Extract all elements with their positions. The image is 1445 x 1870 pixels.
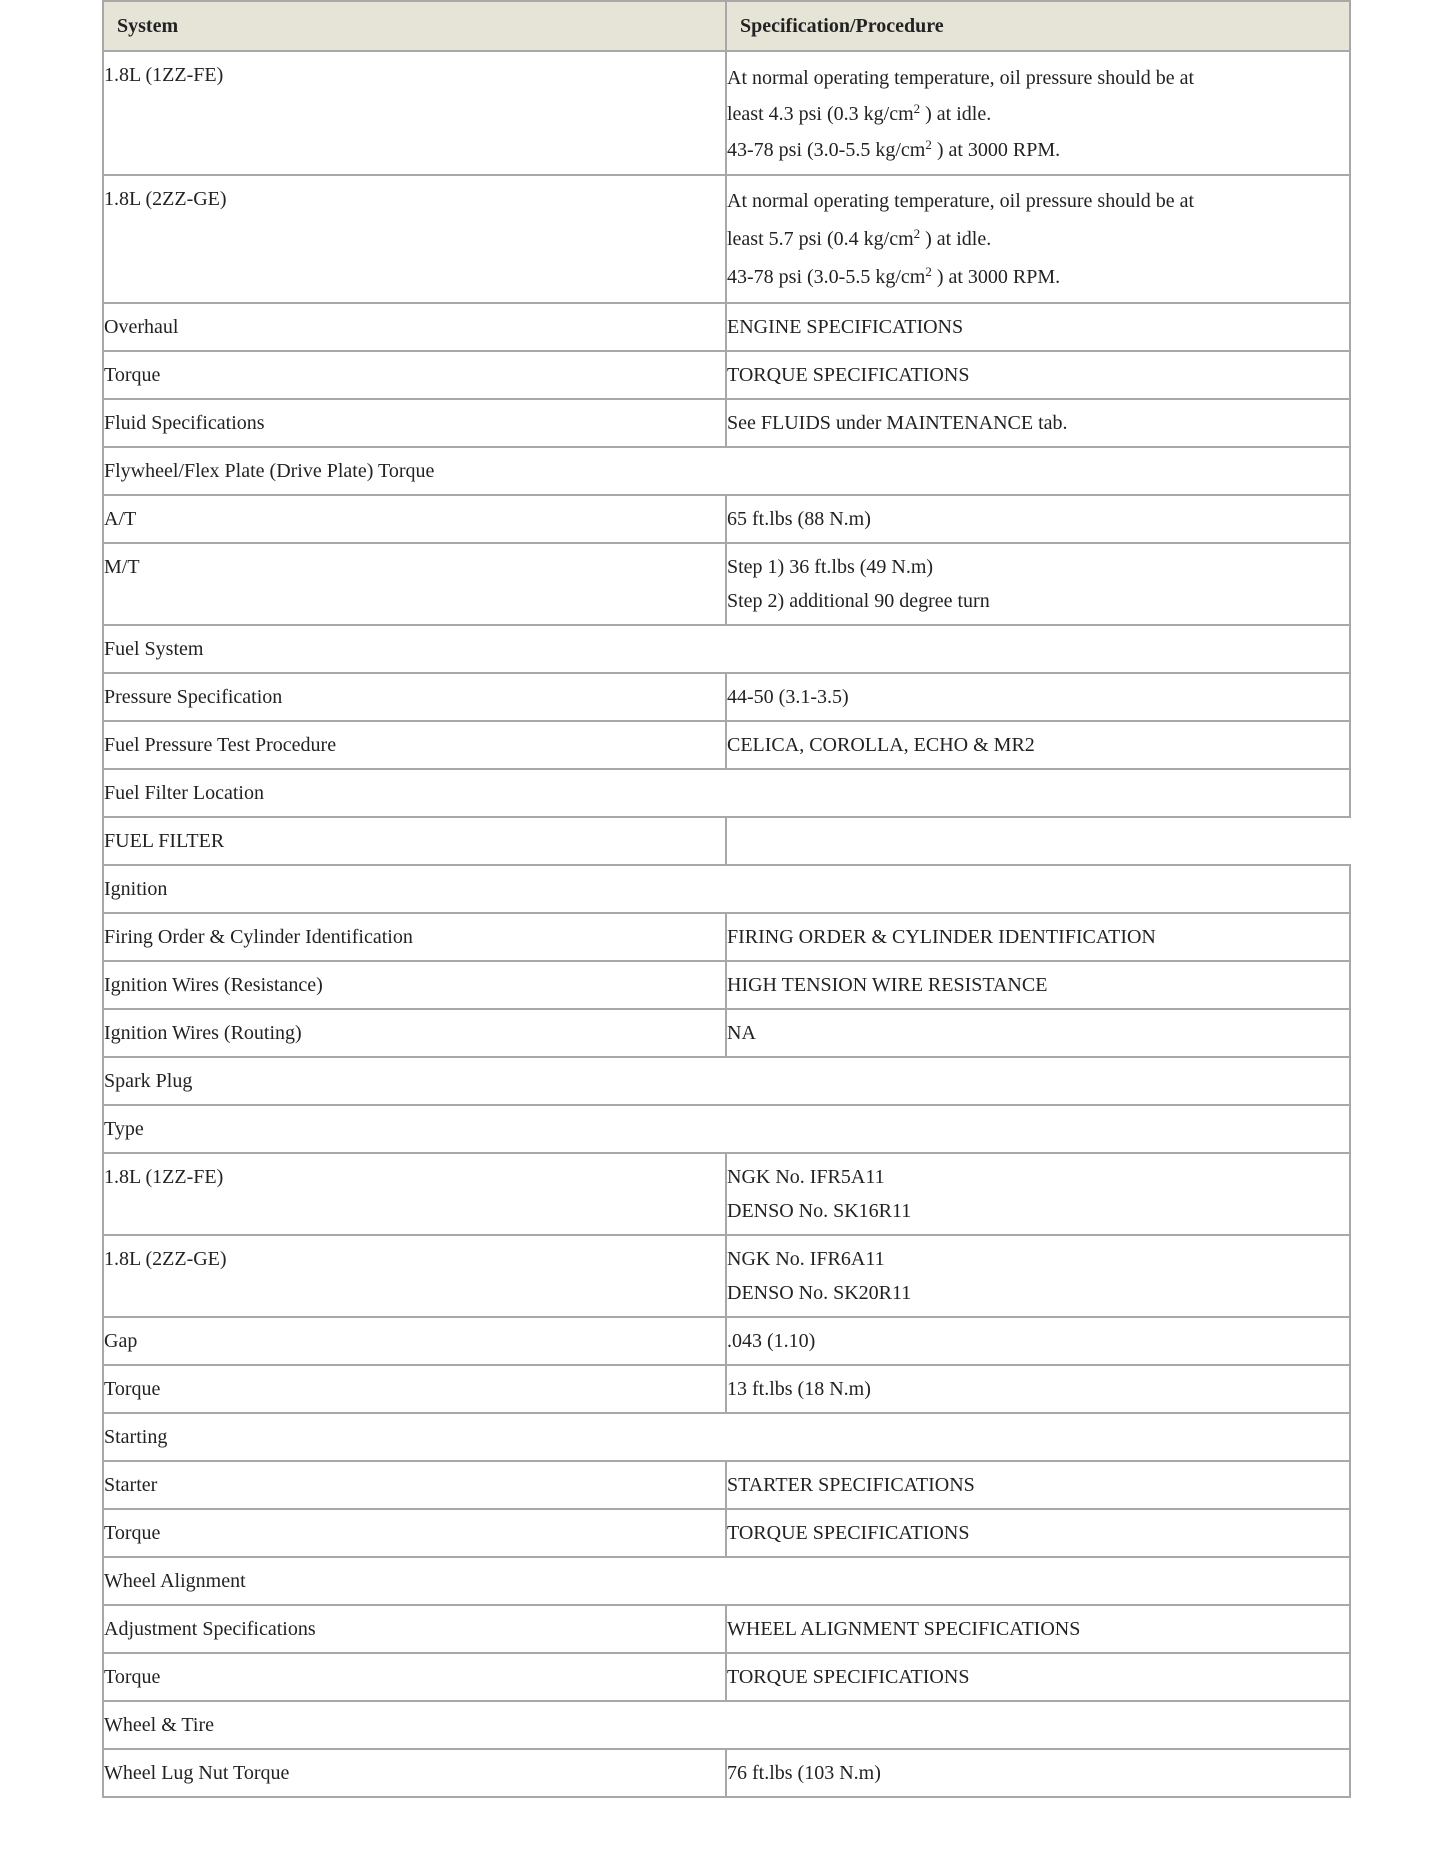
- section-heading: Spark Plug: [103, 1057, 1350, 1105]
- row-label: Wheel Lug Nut Torque: [103, 1749, 726, 1797]
- table-row: [103, 721, 1350, 769]
- row-value-empty: [726, 817, 1350, 865]
- superscript: 2: [925, 264, 932, 279]
- section-row: [103, 769, 1350, 817]
- row-label: Firing Order & Cylinder Identification: [103, 913, 726, 961]
- row-label: Adjustment Specifications: [103, 1605, 726, 1653]
- table-row: [103, 817, 1350, 865]
- row-value: FIRING ORDER & CYLINDER IDENTIFICATION: [726, 913, 1350, 961]
- section-row: [103, 1701, 1350, 1749]
- row-value: WHEEL ALIGNMENT SPECIFICATIONS: [726, 1605, 1350, 1653]
- table-row: [103, 495, 1350, 543]
- section-row: [103, 625, 1350, 673]
- row-label: 1.8L (1ZZ-FE): [103, 51, 726, 175]
- row-label: Starter: [103, 1461, 726, 1509]
- column-header-spec: Specification/Procedure: [726, 1, 1350, 51]
- section-row: [103, 865, 1350, 913]
- section-heading: Wheel Alignment: [103, 1557, 1350, 1605]
- row-label: 1.8L (2ZZ-GE): [103, 1235, 726, 1317]
- row-value: 65 ft.lbs (88 N.m): [726, 495, 1350, 543]
- section-heading: Ignition: [103, 865, 1350, 913]
- row-value: TORQUE SPECIFICATIONS: [726, 1653, 1350, 1701]
- section-row: [103, 1057, 1350, 1105]
- value-line: 43-78 psi (3.0-5.5 kg/cm: [727, 266, 926, 288]
- row-label: 1.8L (2ZZ-GE): [103, 175, 726, 303]
- table-row: [103, 1317, 1350, 1365]
- row-value: NA: [726, 1009, 1350, 1057]
- row-label: Overhaul: [103, 303, 726, 351]
- table-row: [103, 1365, 1350, 1413]
- value-line: NGK No. IFR5A11: [727, 1166, 885, 1188]
- table-header-row: [103, 1, 1350, 51]
- specifications-table: [102, 0, 1351, 1798]
- table-row: [103, 1653, 1350, 1701]
- row-value: [726, 1235, 1350, 1317]
- superscript: 2: [925, 137, 932, 152]
- value-line: ) at 3000 RPM.: [931, 139, 1061, 161]
- row-value: STARTER SPECIFICATIONS: [726, 1461, 1350, 1509]
- row-value: [726, 51, 1350, 175]
- table-row: [103, 543, 1350, 625]
- table-row: [103, 399, 1350, 447]
- section-heading: Fuel Filter Location: [103, 769, 1350, 817]
- row-value: TORQUE SPECIFICATIONS: [726, 1509, 1350, 1557]
- table-row: [103, 1461, 1350, 1509]
- value-line: NGK No. IFR6A11: [727, 1248, 885, 1270]
- column-header-system: System: [103, 1, 726, 51]
- row-value: See FLUIDS under MAINTENANCE tab.: [726, 399, 1350, 447]
- row-label: Fluid Specifications: [103, 399, 726, 447]
- row-label: Fuel Pressure Test Procedure: [103, 721, 726, 769]
- table-row: [103, 1235, 1350, 1317]
- value-line: least 5.7 psi (0.4 kg/cm: [727, 228, 914, 250]
- table-row: [103, 961, 1350, 1009]
- table-row: [103, 303, 1350, 351]
- row-label: Ignition Wires (Routing): [103, 1009, 726, 1057]
- value-line: DENSO No. SK20R11: [727, 1282, 912, 1304]
- row-label: Torque: [103, 1653, 726, 1701]
- value-line: ) at 3000 RPM.: [931, 266, 1061, 288]
- section-row: [103, 1105, 1350, 1153]
- value-line: DENSO No. SK16R11: [727, 1200, 912, 1222]
- value-line: At normal operating temperature, oil pressure should be at: [727, 67, 1195, 89]
- table-row: [103, 1009, 1350, 1057]
- value-line: ) at idle.: [920, 228, 992, 250]
- section-row: [103, 1413, 1350, 1461]
- row-value: .043 (1.10): [726, 1317, 1350, 1365]
- table-row: [103, 1509, 1350, 1557]
- row-label: Torque: [103, 351, 726, 399]
- row-value: TORQUE SPECIFICATIONS: [726, 351, 1350, 399]
- row-label: A/T: [103, 495, 726, 543]
- table-row: [103, 1605, 1350, 1653]
- row-value: [726, 543, 1350, 625]
- row-label: M/T: [103, 543, 726, 625]
- row-label: Torque: [103, 1365, 726, 1413]
- table-row: [103, 1749, 1350, 1797]
- section-heading: Starting: [103, 1413, 1350, 1461]
- value-line: ) at idle.: [920, 103, 992, 125]
- row-label: 1.8L (1ZZ-FE): [103, 1153, 726, 1235]
- section-heading: Fuel System: [103, 625, 1350, 673]
- row-value: 76 ft.lbs (103 N.m): [726, 1749, 1350, 1797]
- table-row: [103, 175, 1350, 303]
- section-row: [103, 447, 1350, 495]
- row-value: 13 ft.lbs (18 N.m): [726, 1365, 1350, 1413]
- section-row: [103, 1557, 1350, 1605]
- row-label: FUEL FILTER: [103, 817, 726, 865]
- row-value: ENGINE SPECIFICATIONS: [726, 303, 1350, 351]
- table-row: [103, 673, 1350, 721]
- section-heading: Flywheel/Flex Plate (Drive Plate) Torque: [103, 447, 1350, 495]
- row-value: HIGH TENSION WIRE RESISTANCE: [726, 961, 1350, 1009]
- row-label: Gap: [103, 1317, 726, 1365]
- row-value: [726, 175, 1350, 303]
- table-row: [103, 1153, 1350, 1235]
- value-line: At normal operating temperature, oil pressure should be at: [727, 190, 1195, 212]
- row-value: 44-50 (3.1-3.5): [726, 673, 1350, 721]
- superscript: 2: [913, 226, 921, 241]
- value-line: Step 2) additional 90 degree turn: [727, 590, 990, 612]
- table-row: [103, 913, 1350, 961]
- section-heading: Wheel & Tire: [103, 1701, 1350, 1749]
- value-line: 43-78 psi (3.0-5.5 kg/cm: [727, 139, 926, 161]
- value-line: least 4.3 psi (0.3 kg/cm: [727, 103, 914, 125]
- row-value: [726, 1153, 1350, 1235]
- row-label: Torque: [103, 1509, 726, 1557]
- table-row: [103, 351, 1350, 399]
- subsection-heading: Type: [103, 1105, 1350, 1153]
- superscript: 2: [913, 101, 921, 116]
- table-row: [103, 51, 1350, 175]
- row-label: Pressure Specification: [103, 673, 726, 721]
- row-label: Ignition Wires (Resistance): [103, 961, 726, 1009]
- value-line: Step 1) 36 ft.lbs (49 N.m): [727, 556, 934, 578]
- row-value: CELICA, COROLLA, ECHO & MR2: [726, 721, 1350, 769]
